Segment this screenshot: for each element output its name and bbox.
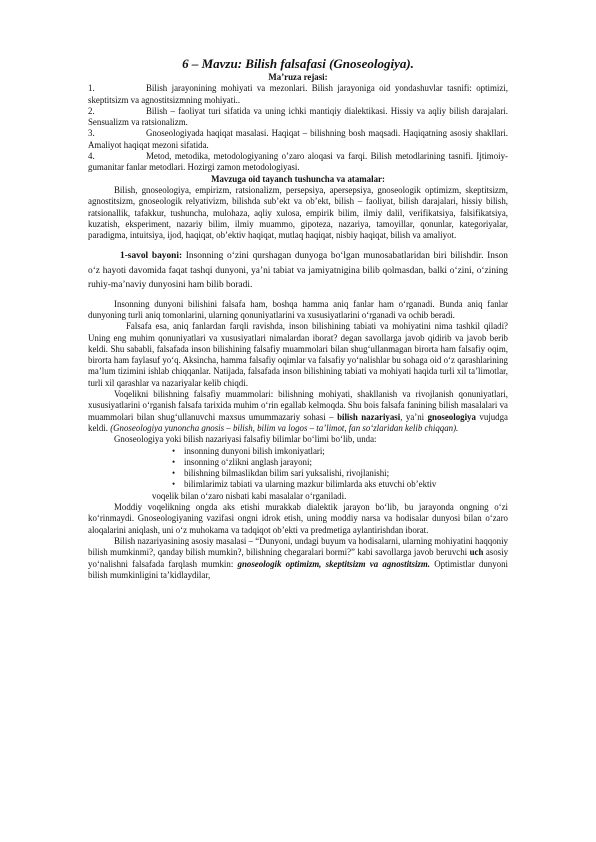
etymology-note: (Gnoseologiya yunoncha gnosis – bilish, bilim va logos – ta’limot, fan so‘zlaridan kelib chiqqan). — [110, 422, 459, 433]
list-item: • insonning o‘zlikni anglash jarayoni; — [88, 457, 508, 468]
paragraph-1: Insonning dunyoni bilishini falsafa ham, boshqa hamma aniq fanlar ham o‘rganadi. Bunda aniq fanlar dunyoning turli aniq tomonlarini, ularning qonuniyatlarini va xususiyatlarini o‘rganadi va ochib beradi. — [88, 298, 508, 320]
bullet-continuation: voqelik bilan o‘zaro nisbati kabi masalalar o‘rganiladi. — [152, 490, 347, 501]
terms-optimizm-skeptitsizm-agnostitsizm: gnoseologik optimizm, skeptitsizm va agnostitsizm. — [237, 558, 431, 569]
plan-item-1 — [88, 83, 508, 106]
plan-item-number: 1. — [88, 83, 95, 94]
paragraph-3-text: vujudga keldi. — [88, 411, 508, 433]
bullet-list — [88, 446, 508, 491]
question-1-paragraph — [88, 249, 508, 292]
paragraph-6-text: Optimistlar dunyoni bilish mumkinligini ta’kidlaydilar, — [88, 558, 508, 580]
paragraph-3 — [88, 389, 508, 434]
list-item: • bilishning bilmaslikdan bilim sari yuksalishi, rivojlanishi; — [88, 468, 508, 479]
plan-item-number: 2. — [88, 105, 95, 116]
plan-heading: Ma’ruza rejasi: — [268, 72, 328, 82]
paragraph-4: Gnoseologiya yoki bilish nazariyasi falsafiy bilimlar bo‘limi bo‘lib, unda: — [114, 434, 377, 445]
plan-item-number: 3. — [88, 128, 95, 139]
paragraph-3-text: , ya’ni — [400, 411, 428, 422]
paragraph-6 — [88, 536, 508, 581]
paragraph-5: Moddiy voqelikning ongda aks etishi murakkab dialektik jarayon bo‘lib, bu jarayonda ongning o‘zi ko‘rinmaydi. Gnoseologiyaning vazifasi ongni idrok etish, uning moddiy narsa va hodisalar dunyosi bilan o‘zaro aloqalarini aniqlash, uni o‘z muhokama va tadqiqot ob’ekti va predmetiga aylantirishdan iborat. — [88, 502, 508, 535]
page-title: 6 – Mavzu: Bilish falsafasi (Gnoseologiya). — [182, 56, 414, 71]
plan-item-text: Bilish jarayonining mohiyati va mezonlari. Bilish jarayoniga oid yondashuvlar tasnifi: optimizi, skeptitsizm va agnostitsizmning mohiyati.. — [88, 83, 508, 105]
list-item: • bilimlarimiz tabiati va ularning mazkur bilimlarda aks etuvchi ob’ektiv — [88, 479, 508, 490]
paragraph-3-text: Voqelikni bilishning falsafiy muammolari: bilishning mohiyati, shakllanish va rivojlanish qonuniyatlari, xususiyatlarini o‘rganish falsafa tarixida muhim o‘rin egallab kelmoqda. Shu bois falsafa fanining bilish masalalari va muammolari bilan shug‘ullanuvchi maxsus umummazariy sohasi – — [88, 389, 508, 422]
keywords-heading: Mavzuga oid tayanch tushuncha va atamalar: — [211, 173, 385, 184]
plan-item-number: 4. — [88, 151, 95, 162]
list-item: • insonning dunyoni bilish imkoniyatlari; — [88, 446, 508, 457]
question-1-text: Insonning o‘zini qurshagan dunyoga bo‘lgan munosabatlaridan biri bilishdir. Inson o‘z hayoti davomida faqat tashqi dunyoni, ya’ni tabiat va jamiyatnigina bilib qolmasdan, balki o‘zini, o‘zining ruhiy-ma’naviy dunyosini ham bilib boradi. — [88, 251, 508, 291]
paragraph-6-text: asosiy yo‘nalishni falsafada farqlash mumkin: — [88, 547, 509, 569]
plan-item-2 — [88, 106, 508, 129]
plan-item-text: Bilish – faoliyat turi sifatida va uning ichki mantiqiy dialektikasi. Hissiy va aqliy bilish darajalari. Sensualizm va ratsionalizm. — [88, 105, 508, 128]
keywords-paragraph: Bilish, gnoseologiya, empirizm, ratsionalizm, persepsiya, apersepsiya, gnoseologik optimizm, skeptitsizm, agnostitsizm, gnoseologik relyativizm, bilishda sub’ekt va ob’ekt, bilish – faoliyat, bilish darajalari, hissiy bilish, ratsionallik, tafakkur, tushuncha, mulohaza, aqliy xulosa, empirik bilim, ilmiy dalil, verifikatsiya, falsifikatsiya, kuzatish, eksperiment, nazariy bilim, ilmiy muammo, gipoteza, nazariya, tamoyillar, qonunlar, kategoriyalar, paradigma, intuitsiya, ijod, haqiqat, ob’ektiv haqiqat, mutlaq haqiqat, nisbiy haqiqat, bilish va amaliyot. — [88, 184, 508, 241]
plan-item-text: Gnoseologiyada haqiqat masalasi. Haqiqat – bilishning bosh maqsadi. Haqiqatning asosiy shakllari. Amaliyot haqiqat mezoni sifatida. — [88, 128, 508, 150]
term-bilish-nazariyasi: bilish nazariyasi — [337, 411, 401, 422]
plan-item-3 — [88, 128, 508, 151]
plan-item-text: Metod, metodika, metodologiyaning o’zaro aloqasi va farqi. Bilish metodlarining tasnifi. Ijtimoiy-gumanitar fanlar metodlari. Hozirgi zamon metodologiyasi. — [88, 151, 508, 173]
paragraph-2: Falsafa esa, aniq fanlardan farqli ravishda, inson bilishining tabiati va mohiyatini nima tashkil qiladi? Uning eng muhim qonuniyatlari va xususiyatlari nimalardan iborat? degan savollarga javob qidirib va javob berib keldi. Shu sababli, falsafada inson bilishining falsafiy muammolari bilan shug‘ullanmagan birorta ham falsafiy oqim, birorta ham faylasuf yo‘q. Aksincha, hamma falsafiy oqimlar va falsafiy yo‘nalishlar bu sohaga oid o‘z qarashlarining ma’lum tizimini ishlab chiqqanlar. Natijada, falsafada inson bilishining tabiati va mohiyati haqida turli xil ta’limotlar, turli xil qarashlar va nazariyalar kelib chiqdi. — [88, 321, 508, 388]
document-page — [88, 56, 508, 581]
question-1-label: 1-savol bayoni: — [120, 251, 183, 262]
paragraph-6-text: Bilish nazariyasining asosiy masalasi – “Dunyoni, undagi buyum va hodisalarni, ularning mohiyatini haqqoniy bilish mumkinmi?, qanday bilish mumkin?, bilishning chegaralari bormi?” kabi savollarga javob beruvchi — [88, 535, 508, 558]
term-gnoseologiya: gnoseologiya — [427, 411, 476, 422]
plan-item-4 — [88, 151, 508, 174]
plan-list — [88, 83, 508, 173]
term-uch: uch — [469, 547, 484, 558]
